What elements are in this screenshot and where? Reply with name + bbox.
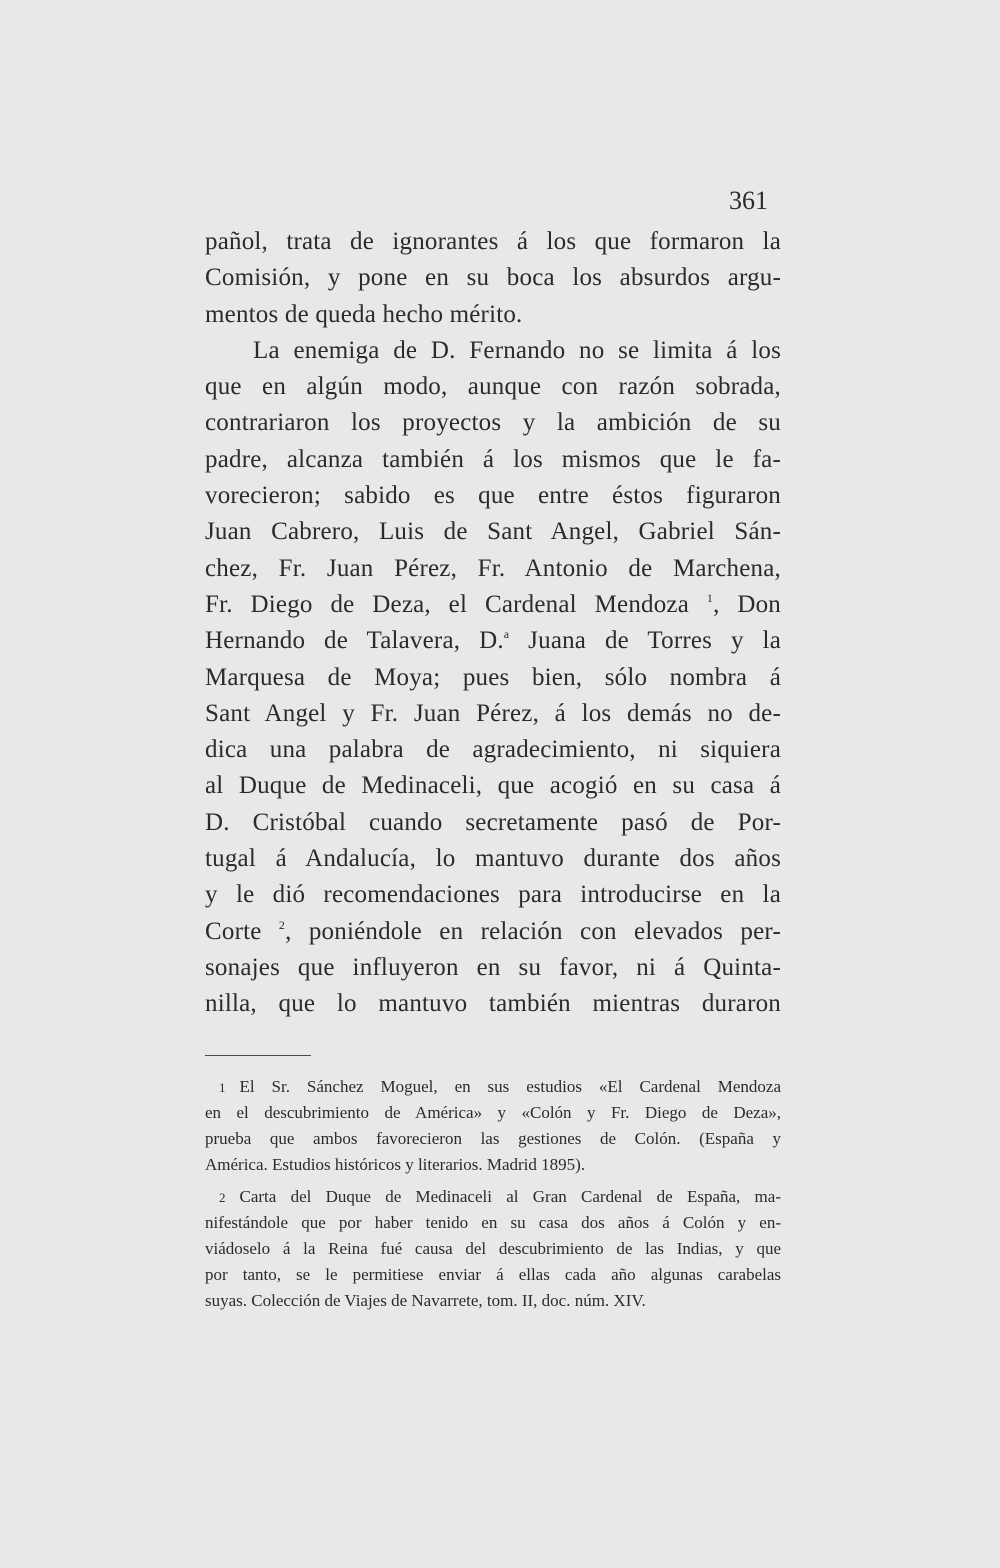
text-segment: , Don xyxy=(713,590,781,618)
text-line: nilla, que lo mantuvo también mientras duraron xyxy=(205,990,781,1018)
superscript-a: a xyxy=(503,627,510,642)
footnote-line xyxy=(205,1184,781,1210)
footnote-line: viádoselo á la Reina fué causa del descubrimiento de las Indias, y que xyxy=(205,1239,781,1258)
text-line: pañol, trata de ignorantes á los que formaron la xyxy=(205,228,781,255)
text-line: sonajes que influyeron en su favor, ni á Quinta- xyxy=(205,953,781,981)
text-line: Juan Cabrero, Luis de Sant Angel, Gabriel Sán- xyxy=(205,518,781,546)
text-segment: Carta del Duque de Medinaceli al Gran Cardenal de España, ma- xyxy=(239,1187,781,1206)
footnotes xyxy=(205,1074,781,1314)
footnote-divider xyxy=(205,1055,311,1056)
text-line: La enemiga de D. Fernando no se limita á los xyxy=(253,336,781,364)
text-segment: Fr. Diego de Deza, el Cardenal Mendoza xyxy=(205,590,690,618)
text-line: D. Cristóbal cuando secretamente pasó de Por- xyxy=(205,808,781,836)
text-line: mentos de queda hecho mérito. xyxy=(205,300,523,328)
text-line: tugal á Andalucía, lo mantuvo durante dos años xyxy=(205,845,781,873)
text-line xyxy=(205,914,781,950)
text-segment: Juana de Torres y la xyxy=(509,627,781,655)
footnote-line: prueba que ambos favorecieron las gestiones de Colón. (España y xyxy=(205,1129,781,1148)
footnote-mark-1: 1 xyxy=(219,1080,226,1095)
text-line: vorecieron; sabido es que entre éstos figuraron xyxy=(205,482,781,510)
text-segment: Corte xyxy=(205,917,262,945)
text-line: Comisión, y pone en su boca los absurdos argu- xyxy=(205,264,781,292)
text-line: padre, alcanza también á los mismos que le fa- xyxy=(205,445,781,473)
text-line: Marquesa de Moya; pues bien, sólo nombra á xyxy=(205,663,781,691)
text-segment: , poniéndole en relación con elevados per- xyxy=(285,917,781,945)
footnote-line: suyas. Colección de Viajes de Navarrete, tom. II, doc. núm. XIV. xyxy=(205,1291,646,1310)
footnote-ref-2: 2 xyxy=(278,917,286,932)
text-segment: El Sr. Sánchez Moguel, en sus estudios «El Cardenal Mendoza xyxy=(239,1077,781,1096)
text-segment: Hernando de Talavera, D. xyxy=(205,627,504,655)
text-line: que en algún modo, aunque con razón sobrada, xyxy=(205,373,781,401)
text-line: Sant Angel y Fr. Juan Pérez, á los demás no de- xyxy=(205,699,781,727)
page-number: 361 xyxy=(729,186,768,215)
text-line xyxy=(205,587,781,623)
text-line xyxy=(205,623,781,659)
text-line: al Duque de Medinaceli, que acogió en su casa á xyxy=(205,772,781,800)
text-line: dica una palabra de agradecimiento, ni siquiera xyxy=(205,736,781,764)
footnote-mark-2: 2 xyxy=(219,1190,226,1205)
footnote-line: nifestándole que por haber tenido en su casa dos años á Colón y en- xyxy=(205,1213,781,1232)
footnote-line xyxy=(205,1074,781,1100)
footnote-line: América. Estudios históricos y literarios. Madrid 1895). xyxy=(205,1155,586,1174)
footnote-line: por tanto, se le permitiese enviar á ellas cada año algunas carabelas xyxy=(205,1265,781,1284)
footnote-ref-1: 1 xyxy=(706,590,714,605)
main-text xyxy=(205,224,781,1023)
text-line: y le dió recomendaciones para introducirse en la xyxy=(205,881,781,909)
text-line: contrariaron los proyectos y la ambición de su xyxy=(205,409,781,437)
text-line: chez, Fr. Juan Pérez, Fr. Antonio de Marchena, xyxy=(205,554,781,582)
footnote-line: en el descubrimiento de América» y «Colón y Fr. Diego de Deza», xyxy=(205,1103,781,1122)
